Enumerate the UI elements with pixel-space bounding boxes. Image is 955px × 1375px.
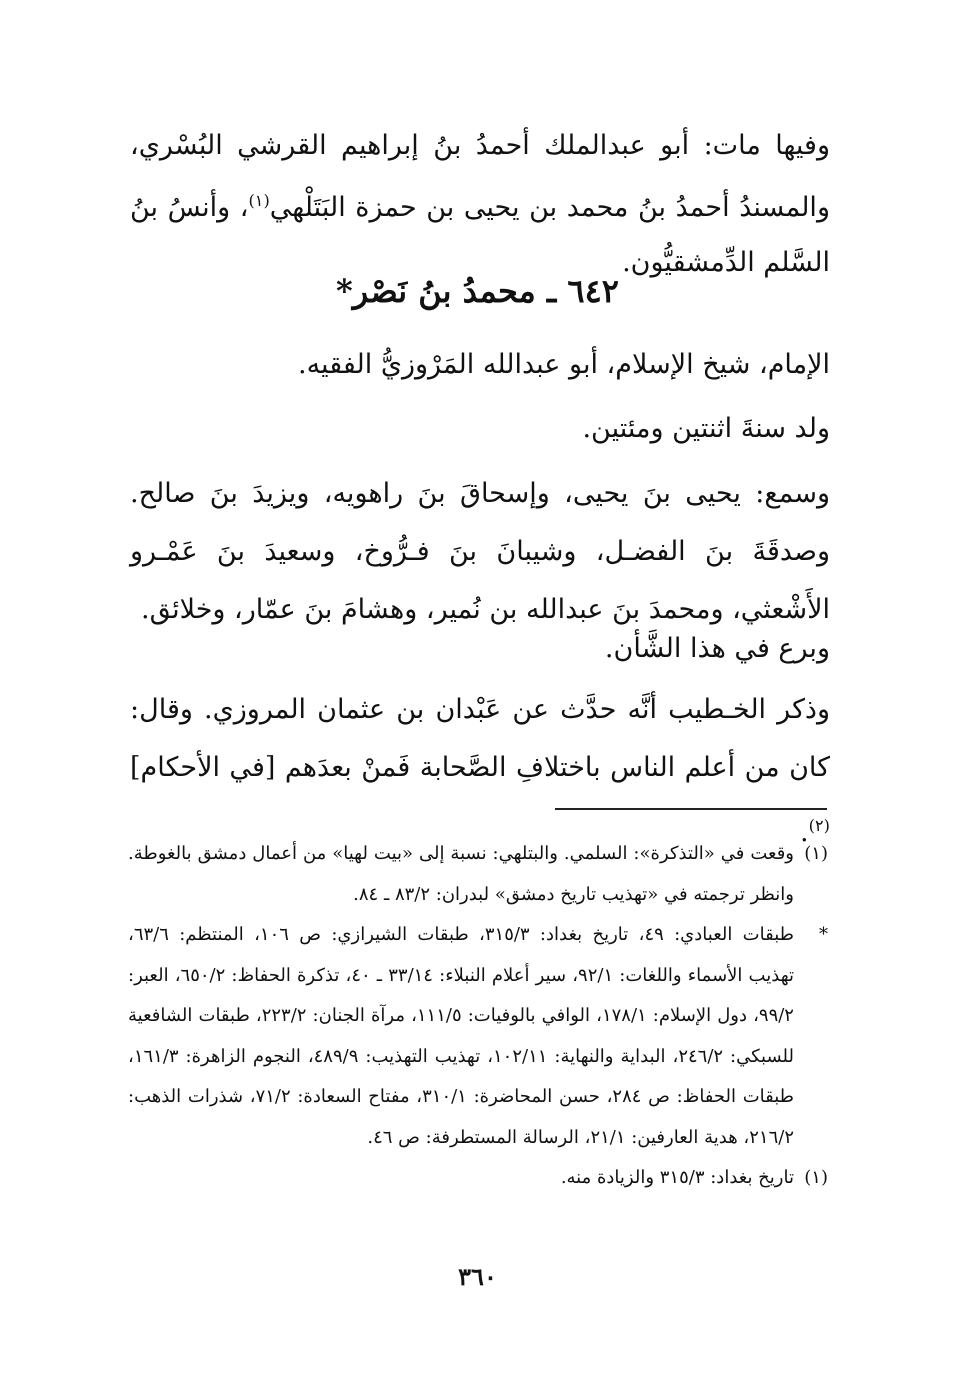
paragraph-imam: الإمام، شيخ الإسلام، أبو عبدالله المَرْوزيُّ الفقيه.	[297, 349, 830, 380]
paragraph-khatib-text: وذكر الخـطيب أنَّه حدَّث عن عَبْدان بن عثمان المروزي. وقال: كان من أعلم الناس باختلافِ الصَّحابة فَمنْ بعدَهم [في الأحكام]	[130, 694, 830, 783]
footnote-item	[128, 834, 828, 915]
footnote-mark: (١)	[804, 1167, 828, 1188]
footnote-item	[128, 1158, 828, 1199]
opening-paragraph	[130, 118, 830, 290]
footnote-mark: (١)	[804, 843, 828, 864]
paragraph-heard: وسمع: يحيى بنَ يحيى، وإسحاقَ بنَ راهويه، ويزيدَ بنَ صالح. وصدقَةَ بنَ الفضـل، وشيبانَ بنَ فـرُّوخ، وسعيدَ بنَ عَمْـرو الأَشْعثي، ومحمدَ بنَ عبدالله بن نُمير، وهشامَ بنَ عمّار، وخلائق.	[130, 478, 830, 625]
footnote-text: طبقات العبادي: ٤٩، تاريخ بغداد: ٣١٥/٣، طبقات الشيرازي: ص ١٠٦، المنتظم: ٦٣/٦، تهذيب الأسماء واللغات: ٩٢/١، سير أعلام النبلاء: ٣٣/١٤ ـ ٤٠، تذكرة الحفاظ: ٦٥٠/٢، العبر: ٩٩/٢، دول الإسلام: ١٧٨/١، الوافي بالوفيات: ١١١/٥، مرآة الجنان: ٢٢٣/٢، طبقات الشافعية للسبكي: ٢٤٦/٢، البداية والنهاية: ١٠٢/١١، تهذيب التهذيب: ٤٨٩/٩، النجوم الزاهرة: ١٦١/٣، طبقات الحفاظ: ص ٢٨٤، حسن المحاضرة: ٣١٠/١، مفتاح السعادة: ٧١/٢، شذرات الذهب: ٢١٦/٢، هدية العارفين: ٢١/١، الرسالة المستطرفة: ص ٤٦.	[128, 924, 795, 1148]
opening-paragraph-end: ، وأنسُ بنُ السَّلم الدِّمشقيُّون.	[130, 192, 830, 278]
footnote-text: وقعت في «التذكرة»: السلمي. والبتلهي: نسبة إلى «بيت لهيا» من أعمال دمشق بالغوطة. وانظر ترجمته في «تهذيب تاريخ دمشق» لبدران: ٨٣/٢ ـ ٨٤.	[128, 843, 794, 905]
paragraph-khatib-end: .	[800, 817, 809, 848]
page-number: ٣٦٠	[458, 1262, 497, 1291]
footnote-divider	[555, 808, 827, 810]
footnote-ref-1: (١)	[248, 191, 270, 210]
opening-paragraph-text: وفيها مات: أبو عبدالملك أحمدُ بنُ إبراهيم القرشي البُسْري، والمسندُ أحمدُ بنُ محمد بن يحيى بن حمزة البَتَلْهي	[130, 130, 830, 223]
footnote-ref-2: (٢)	[808, 816, 830, 835]
paragraph-excelled: وبرع في هذا الشَّأن.	[604, 633, 830, 664]
footnotes	[128, 834, 828, 1199]
footnote-mark: *	[819, 924, 828, 945]
entry-heading: ٦٤٢ ـ محمدُ بنُ نَصْر*	[336, 272, 619, 310]
paragraph-born: ولد سنةَ اثنتين ومئتين.	[582, 413, 830, 444]
footnote-text: تاريخ بغداد: ٣١٥/٣ والزيادة منه.	[560, 1167, 794, 1188]
footnote-item	[128, 915, 828, 1158]
